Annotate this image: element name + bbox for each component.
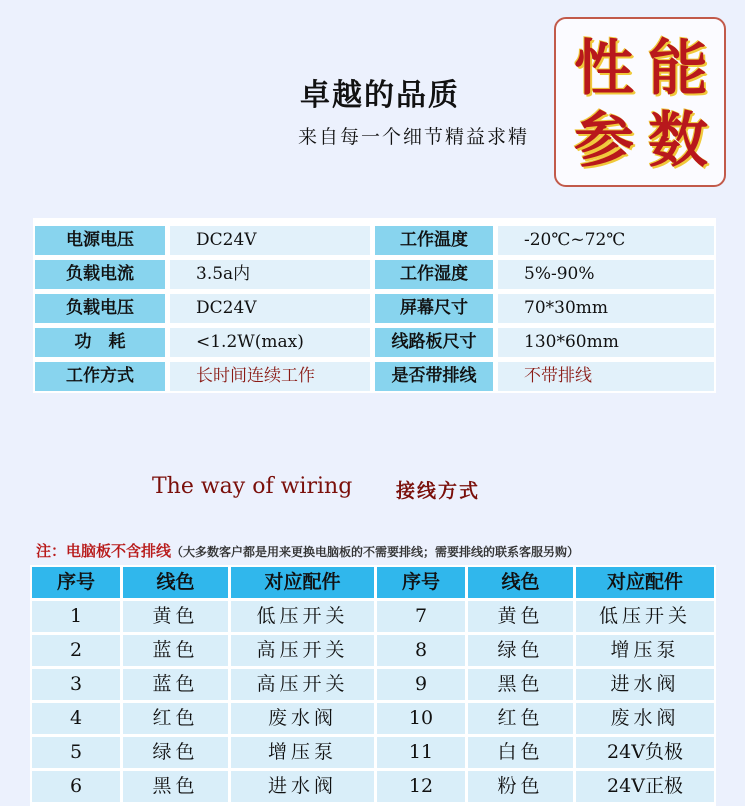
- spec-value: <1.2W(max): [170, 328, 370, 357]
- spec-value: DC24V: [170, 294, 370, 323]
- wiring-header: 线色: [468, 567, 573, 598]
- spec-value: 70*30mm: [498, 294, 714, 323]
- badge-char: 数: [648, 106, 708, 176]
- wiring-cell: 8: [377, 635, 465, 666]
- wiring-cell: 12: [377, 771, 465, 802]
- wiring-cell: 高压开关: [231, 635, 374, 666]
- wiring-cell: 黄色: [123, 601, 228, 632]
- spec-value: 3.5a内: [170, 260, 370, 289]
- spec-label: 功 耗: [35, 328, 165, 357]
- wiring-cell: 蓝色: [123, 669, 228, 700]
- wiring-cell: 9: [377, 669, 465, 700]
- spec-label: 工作温度: [375, 226, 493, 255]
- wiring-cell: 红色: [468, 703, 573, 734]
- spec-label: 屏幕尺寸: [375, 294, 493, 323]
- wiring-cell: 进水阀: [576, 669, 714, 700]
- wiring-header: 序号: [377, 567, 465, 598]
- wiring-cell: 进水阀: [231, 771, 374, 802]
- note-detail: （大多数客户都是用来更换电脑板的不需要排线；需要排线的联系客服另购）: [171, 545, 580, 559]
- spec-value: DC24V: [170, 226, 370, 255]
- wiring-cell: 24V负极: [576, 737, 714, 768]
- wiring-cell: 24V正极: [576, 771, 714, 802]
- wiring-cell: 5: [32, 737, 120, 768]
- wiring-title-cn: 接线方式: [396, 480, 481, 502]
- wiring-note: [36, 540, 579, 561]
- wiring-cell: 蓝色: [123, 635, 228, 666]
- wiring-title-en: The way of wiring: [152, 474, 353, 499]
- wiring-cell: 7: [377, 601, 465, 632]
- wiring-cell: 11: [377, 737, 465, 768]
- spec-label: 负载电压: [35, 294, 165, 323]
- spec-label: 工作湿度: [375, 260, 493, 289]
- wiring-cell: 10: [377, 703, 465, 734]
- wiring-table: [30, 565, 716, 806]
- wiring-cell: 黄色: [468, 601, 573, 632]
- wiring-header: 对应配件: [576, 567, 714, 598]
- wiring-cell: 低压开关: [231, 601, 374, 632]
- wiring-cell: 绿色: [123, 737, 228, 768]
- wiring-cell: 高压开关: [231, 669, 374, 700]
- wiring-cell: 1: [32, 601, 120, 632]
- badge-char: 参: [574, 106, 634, 176]
- wiring-cell: 黑色: [123, 771, 228, 802]
- wiring-header: 线色: [123, 567, 228, 598]
- wiring-cell: 2: [32, 635, 120, 666]
- wiring-cell: 4: [32, 703, 120, 734]
- spec-value: 不带排线: [498, 362, 714, 391]
- wiring-header: 序号: [32, 567, 120, 598]
- wiring-cell: 增压泵: [576, 635, 714, 666]
- badge-char: 能: [648, 34, 708, 104]
- headline: 卓越的品质: [300, 78, 460, 113]
- wiring-cell: 黑色: [468, 669, 573, 700]
- spec-value: 5%-90%: [498, 260, 714, 289]
- specs-table: [33, 218, 716, 393]
- wiring-header: 对应配件: [231, 567, 374, 598]
- wiring-cell: 增压泵: [231, 737, 374, 768]
- spec-label: 线路板尺寸: [375, 328, 493, 357]
- wiring-cell: 绿色: [468, 635, 573, 666]
- spec-value: 130*60mm: [498, 328, 714, 357]
- wiring-cell: 废水阀: [576, 703, 714, 734]
- wiring-cell: 6: [32, 771, 120, 802]
- wiring-cell: 粉色: [468, 771, 573, 802]
- wiring-cell: 白色: [468, 737, 573, 768]
- wiring-cell: 3: [32, 669, 120, 700]
- note-main: 注：电脑板不含排线: [36, 542, 172, 560]
- subline: 来自每一个细节精益求精: [298, 126, 530, 148]
- spec-value: -20℃~72℃: [498, 226, 714, 255]
- spec-label: 负载电流: [35, 260, 165, 289]
- spec-label: 电源电压: [35, 226, 165, 255]
- badge-char: 性: [574, 34, 634, 104]
- wiring-cell: 低压开关: [576, 601, 714, 632]
- spec-value: 长时间连续工作: [170, 362, 370, 391]
- performance-badge: [554, 17, 726, 187]
- spec-label: 工作方式: [35, 362, 165, 391]
- spec-label: 是否带排线: [375, 362, 493, 391]
- wiring-cell: 红色: [123, 703, 228, 734]
- wiring-cell: 废水阀: [231, 703, 374, 734]
